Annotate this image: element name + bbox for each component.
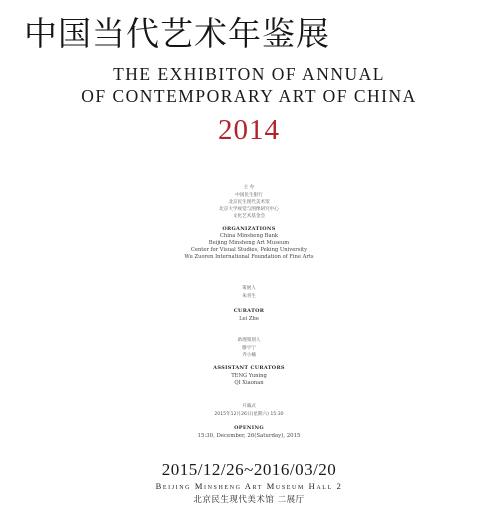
curator-name-cn: 朱青生 [242,294,256,299]
poster-title-en-line1: THE EXHIBITON OF ANNUAL [113,64,385,84]
organizer-en: Center for Visual Studies, Peking University [190,247,308,253]
organizer-en: China Minsheng Bank [219,233,279,239]
assistant-curator-en: QI Xiaonan [234,380,264,386]
exhibition-dates: 2015/12/26~2016/03/20 [161,460,337,479]
organizer-cn: 北京大学视觉与图像研究中心 [219,207,279,212]
poster-title-en-line2: OF CONTEMPORARY ART OF CHINA [81,86,417,106]
opening-heading-cn: 开幕式 [242,404,256,409]
assistant-curator-cn: 滕宇宁 [242,346,256,351]
organizers-heading-cn: 主 办 [243,185,255,190]
organizer-cn: 北京民生现代美术馆 [228,200,270,205]
opening-date-en: 15:30, December, 26(Saturday), 2015 [197,433,301,439]
venue-en: Beijing Minsheng Art Museum Hall 2 [155,481,343,491]
assistant-curators-heading-cn: 助理策划人 [237,338,261,343]
curator-heading-cn: 策展人 [242,286,256,291]
curator-name-en: Lei Zhe [239,316,259,322]
organizer-cn: 文化艺术基金会 [232,214,266,219]
assistant-curator-cn: 齐小楠 [242,353,256,358]
organizer-cn: 中国民生银行 [235,193,263,198]
organizers-heading-en: ORGANIZATIONS [222,226,276,232]
opening-heading-en: OPENING [234,425,264,431]
assistant-curators-heading-en: ASSISTANT CURATORS [213,365,285,371]
organizer-en: Wu Zuoren International Foundation of Fine Arts [184,254,314,260]
venue-cn: 北京民生现代美术馆 二展厅 [193,495,305,505]
poster-year: 2014 [218,114,280,146]
poster-title-cn: 中国当代艺术年鉴展 [24,14,330,53]
curator-heading-en: CURATOR [233,308,265,314]
assistant-curator-en: TENG Yuning [231,373,267,379]
organizer-en: Beijing Minsheng Art Museum [208,240,290,246]
opening-date-cn: 2015年12月26日(星期六) 15:30 [214,412,284,417]
